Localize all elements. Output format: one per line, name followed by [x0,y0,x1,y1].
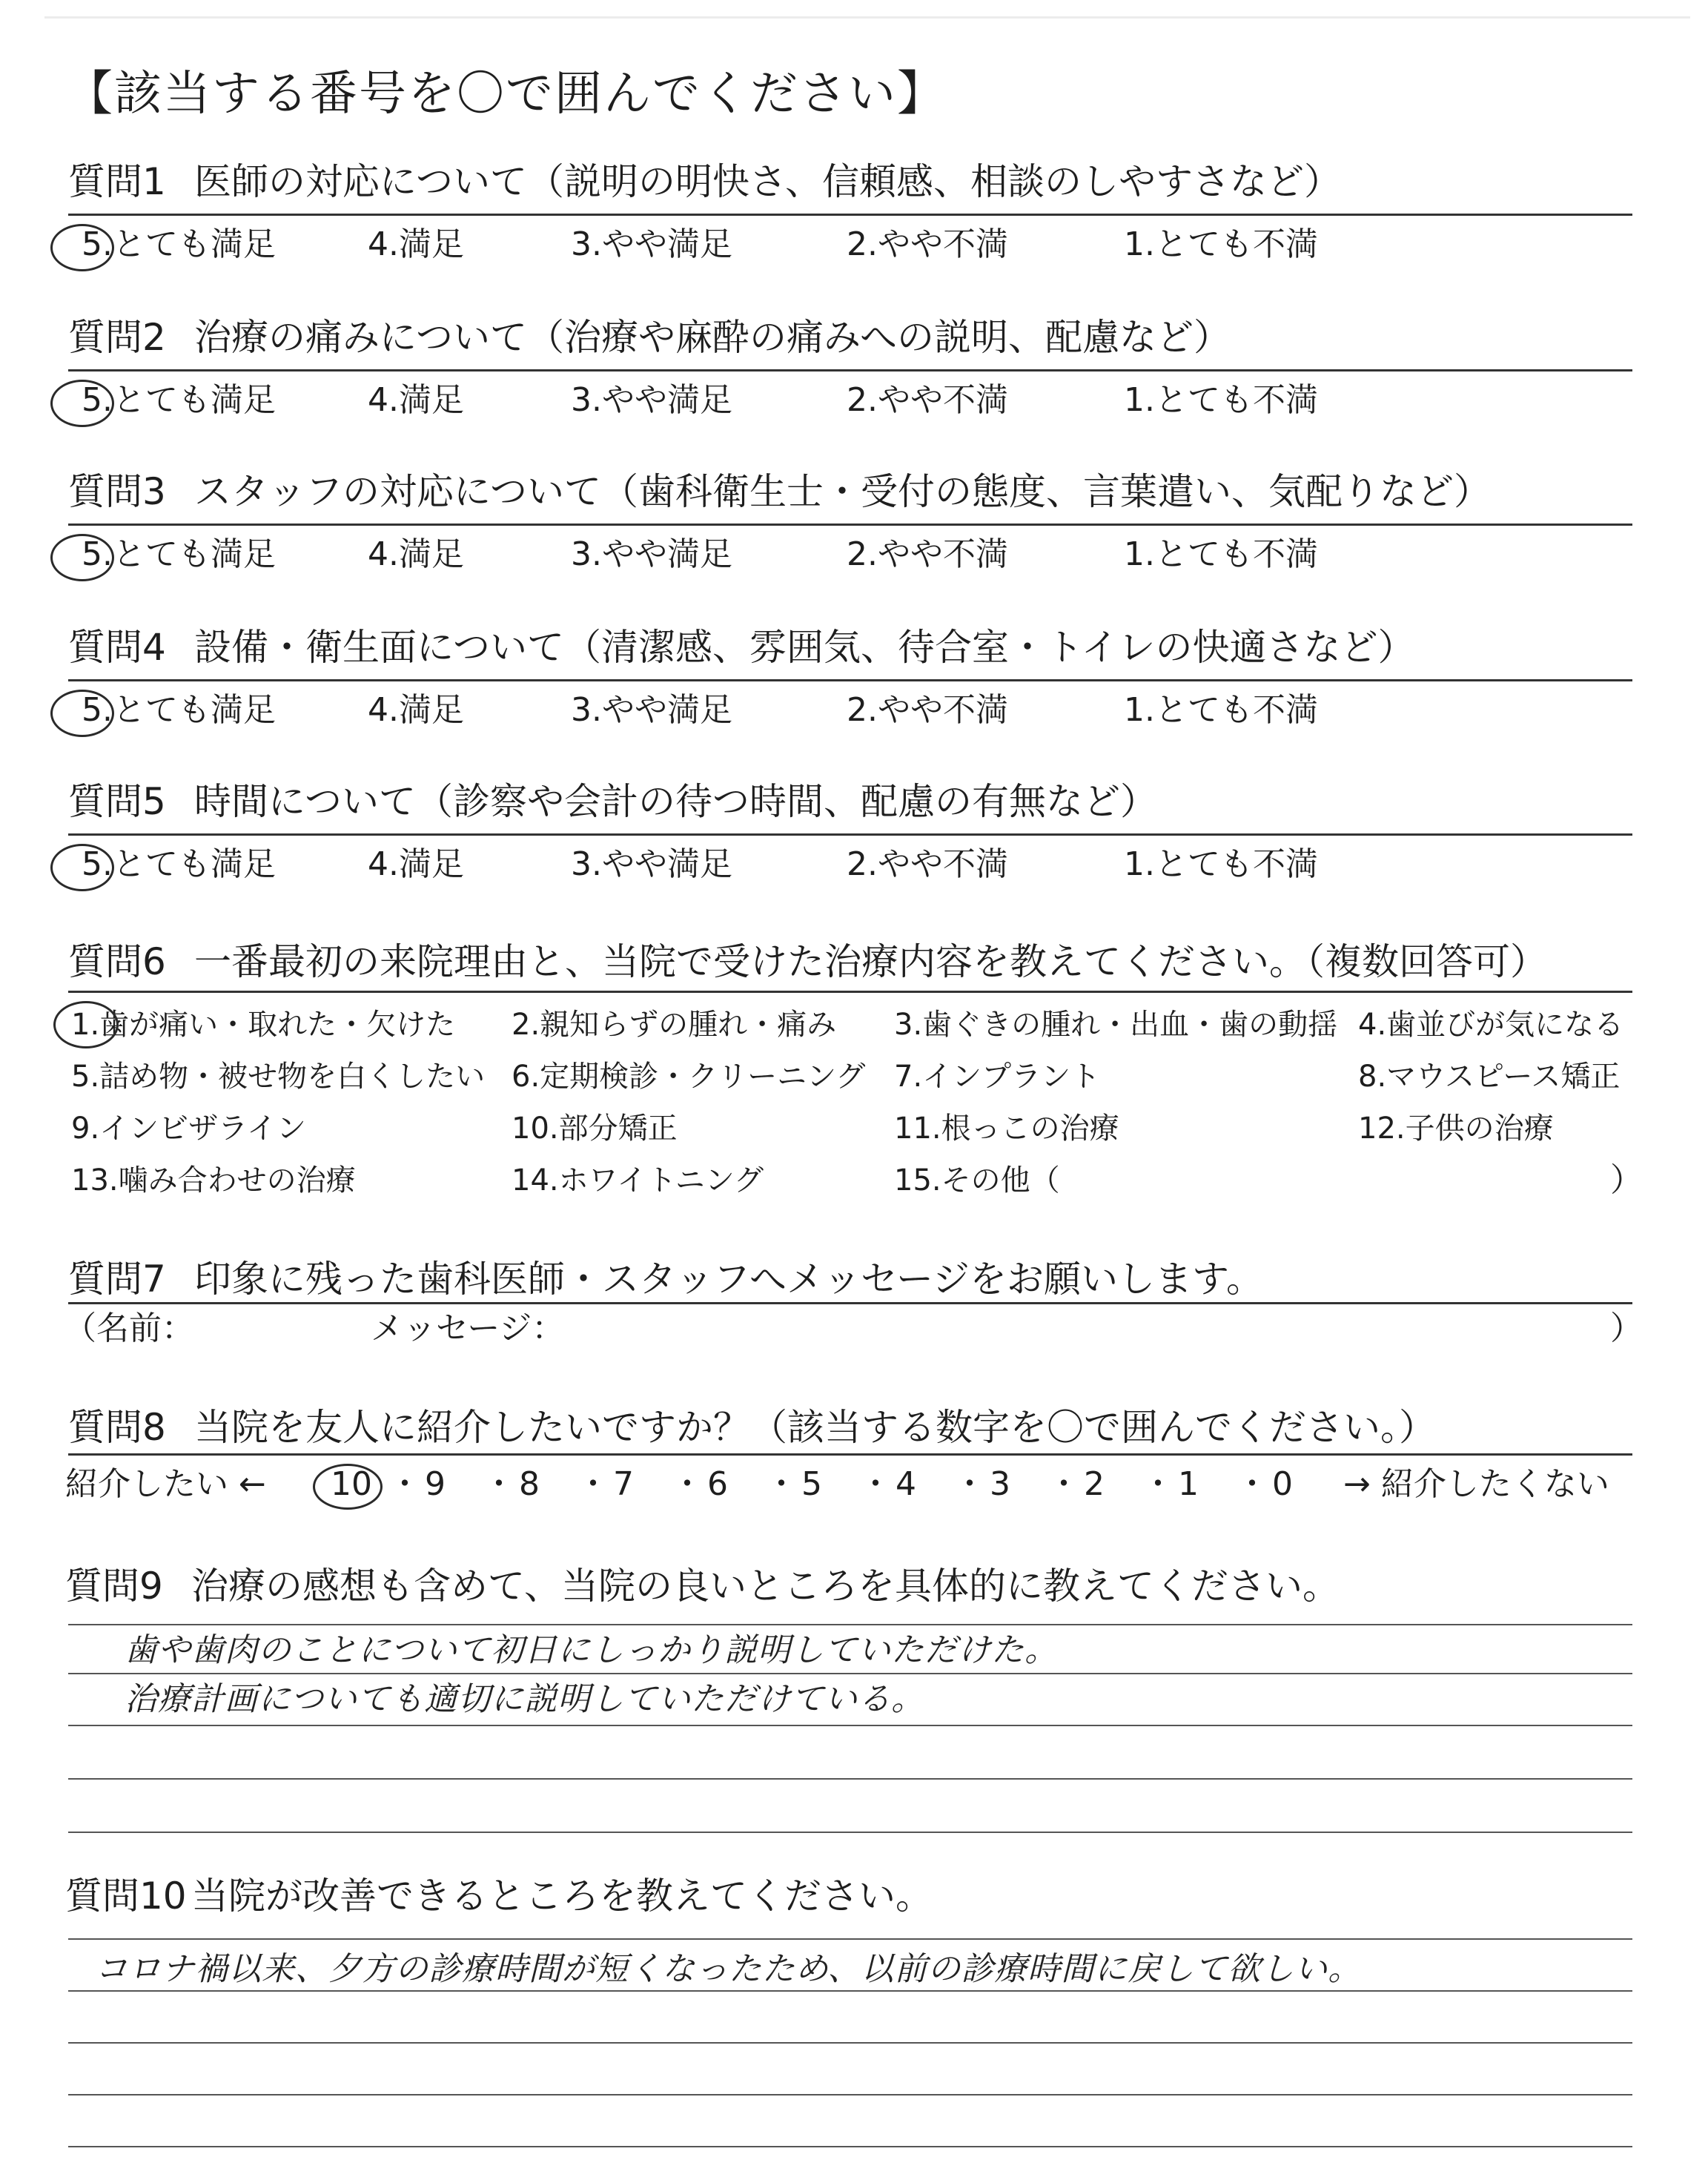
q9-handwritten-answer-1: 歯や歯肉のことについて初日にしっかり説明していただけた。 [125,1631,1059,1669]
question-8-text: 当院を友人に紹介したいですか？（該当する数字を〇で囲んでください。） [194,1406,1436,1449]
q8-right-label: → 紹介したくない [1343,1465,1609,1503]
question-1-number: 質問1 [68,160,166,203]
q5-rating-option-3[interactable]: 3.やや満足 [571,845,732,883]
q8-scale-separator: ・ [1142,1465,1174,1503]
q8-scale-separator: ・ [483,1465,515,1503]
question-8-heading [68,1401,1436,1453]
q8-left-label: 紹介したい ← [65,1465,266,1503]
question-1-text: 医師の対応について（説明の明快さ、信頼感、相談のしやすさなど） [194,160,1341,203]
question-9-text: 治療の感想も含めて、当院の良いところを具体的に教えてください。 [191,1565,1340,1608]
q6-option-1-circle-mark [53,1001,119,1048]
q8-scale-value[interactable]: 3 [990,1465,1010,1503]
q8-scale-separator: ・ [1236,1465,1268,1503]
question-3-rule [68,524,1632,526]
q9-line-4 [68,1778,1632,1780]
q9-line-2 [68,1673,1632,1674]
q8-scale-separator: ・ [765,1465,798,1503]
question-6-number: 質問6 [68,940,166,983]
question-7-number: 質問7 [68,1258,166,1301]
question-4-text: 設備・衛生面について（清潔感、雰囲気、待合室・トイレの快適さなど） [194,626,1415,669]
q8-scale-value[interactable]: 7 [613,1465,634,1503]
question-3-text: スタッフの対応について（歯科衛生士・受付の態度、言葉遣い、気配りなど） [194,470,1491,513]
question-10-text: 当院が改善できるところを教えてください。 [191,1875,933,1918]
q4-rating-option-4[interactable]: 4.満足 [368,691,464,729]
question-10-number: 質問10 [65,1875,187,1918]
q6-option-11[interactable]: 11.根っこの治療 [894,1112,1119,1146]
q6-option-4[interactable]: 4.歯並びが気になる [1358,1008,1624,1042]
q8-scale-separator: ・ [953,1465,986,1503]
q2-rating-option-3[interactable]: 3.やや満足 [571,381,732,419]
q5-rating-option-1[interactable]: 1.とても不満 [1124,845,1318,883]
q8-scale-value[interactable]: 6 [707,1465,728,1503]
question-4-number: 質問4 [68,626,166,669]
q6-option-14[interactable]: 14.ホワイトニング [512,1163,764,1198]
q4-rating-option-2[interactable]: 2.やや不満 [847,691,1008,729]
q6-option-8[interactable]: 8.マウスピース矯正 [1358,1060,1621,1094]
q2-selected-circle-mark [50,380,114,427]
q8-scale-value[interactable]: 9 [425,1465,446,1503]
q10-line-4 [68,2094,1632,2095]
q8-scale-value[interactable]: 2 [1084,1465,1105,1503]
question-2-text: 治療の痛みについて（治療や麻酔の痛みへの説明、配慮など） [194,316,1231,359]
question-8-rule [68,1453,1632,1456]
q4-rating-option-1[interactable]: 1.とても不満 [1124,691,1318,729]
q7-name-label: （名前： [64,1309,194,1347]
q3-selected-circle-mark [50,534,114,581]
q8-scale-value[interactable]: 10 [331,1465,372,1503]
question-8-number: 質問8 [68,1406,166,1449]
q6-option-15[interactable]: 15.その他（ [894,1163,1060,1198]
q8-scale-value[interactable]: 8 [519,1465,540,1503]
q8-scale-value[interactable]: 5 [801,1465,822,1503]
q5-rating-option-4[interactable]: 4.満足 [368,845,464,883]
q6-option-3[interactable]: 3.歯ぐきの腫れ・出血・歯の動揺 [894,1008,1338,1042]
q8-scale-separator: ・ [577,1465,609,1503]
q8-scale-separator: ・ [1047,1465,1080,1503]
question-5-number: 質問5 [68,780,166,823]
q6-option-5[interactable]: 5.詰め物・被せ物を白くしたい [71,1060,486,1094]
q6-option-6[interactable]: 6.定期検診・クリーニング [512,1060,866,1094]
q6-other-close-paren: ） [1610,1161,1643,1199]
q1-rating-option-2[interactable]: 2.やや不満 [847,225,1008,263]
q6-option-7[interactable]: 7.インプラント [894,1060,1101,1094]
q8-scale-value[interactable]: 1 [1178,1465,1199,1503]
q6-option-2[interactable]: 2.親知らずの腫れ・痛み [512,1008,837,1042]
q6-option-13[interactable]: 13.噛み合わせの治療 [71,1163,356,1198]
q10-line-1 [68,1938,1632,1940]
question-9-number: 質問9 [65,1565,163,1608]
page-title: 【該当する番号を〇で囲んでください】 [65,67,946,122]
q1-rating-option-3[interactable]: 3.やや満足 [571,225,732,263]
q2-rating-option-2[interactable]: 2.やや不満 [847,381,1008,419]
q4-rating-option-5[interactable]: 5.とても満足 [82,691,276,729]
q10-line-3 [68,2042,1632,2044]
q9-handwritten-answer-2: 治療計画についても適切に説明していただけている。 [125,1680,925,1718]
q4-rating-option-3[interactable]: 3.やや満足 [571,691,732,729]
question-6-heading [68,936,1547,988]
q3-rating-option-2[interactable]: 2.やや不満 [847,535,1008,573]
question-7-heading [68,1253,1263,1305]
question-9-heading [65,1560,1340,1612]
q7-message-label: メッセージ： [371,1309,565,1347]
q3-rating-option-4[interactable]: 4.満足 [368,535,464,573]
q4-selected-circle-mark [50,690,114,737]
q3-rating-option-3[interactable]: 3.やや満足 [571,535,732,573]
q9-line-3 [68,1725,1632,1726]
question-10-heading [65,1870,933,1922]
question-3-heading [68,466,1491,518]
q8-scale-separator: ・ [859,1465,892,1503]
q2-rating-option-1[interactable]: 1.とても不満 [1124,381,1318,419]
question-5-text: 時間について（診察や会計の待つ時間、配慮の有無など） [194,780,1157,823]
q2-rating-option-5[interactable]: 5.とても満足 [82,381,276,419]
question-1-heading [68,156,1341,208]
q8-scale-value[interactable]: 4 [896,1465,916,1503]
q1-selected-circle-mark [50,224,114,271]
q3-rating-option-1[interactable]: 1.とても不満 [1124,535,1318,573]
question-4-heading [68,621,1415,673]
question-6-text: 一番最初の来院理由と、当院で受けた治療内容を教えてください。（複数回答可） [194,940,1547,983]
question-3-number: 質問3 [68,470,166,513]
q5-selected-circle-mark [50,844,114,891]
question-4-rule [68,679,1632,681]
q5-rating-option-5[interactable]: 5.とても満足 [82,845,276,883]
q6-option-9[interactable]: 9.インビザライン [71,1112,306,1146]
q8-selected-circle-mark [313,1464,383,1510]
q9-line-5 [68,1832,1632,1833]
q10-handwritten-answer-1: コロナ禍以来、夕方の診療時間が短くなったため、以前の診療時間に戻して欲しい。 [95,1950,1362,1988]
question-6-rule [68,991,1632,993]
q6-option-12[interactable]: 12.子供の治療 [1358,1112,1554,1146]
q5-rating-option-2[interactable]: 2.やや不満 [847,845,1008,883]
q8-scale-separator: ・ [388,1465,421,1503]
q7-close-paren: ） [1610,1309,1643,1347]
q8-scale-value[interactable]: 0 [1272,1465,1293,1503]
question-7-text: 印象に残った歯科医師・スタッフへメッセージをお願いします。 [194,1258,1263,1301]
q6-option-10[interactable]: 10.部分矯正 [512,1112,678,1146]
question-5-rule [68,833,1632,836]
q8-scale-separator: ・ [671,1465,704,1503]
question-2-rule [68,369,1632,371]
question-7-rule [68,1302,1632,1304]
q3-rating-option-5[interactable]: 5.とても満足 [82,535,276,573]
question-5-heading [68,776,1157,828]
q1-rating-option-4[interactable]: 4.満足 [368,225,464,263]
q9-line-1 [68,1624,1632,1625]
q2-rating-option-4[interactable]: 4.満足 [368,381,464,419]
q6-option-1[interactable]: 1.歯が痛い・取れた・欠けた [71,1008,456,1042]
q1-rating-option-5[interactable]: 5.とても満足 [82,225,276,263]
q10-line-5 [68,2146,1632,2147]
top-edge-line [44,16,1690,19]
question-2-heading [68,311,1231,363]
q1-rating-option-1[interactable]: 1.とても不満 [1124,225,1318,263]
question-2-number: 質問2 [68,316,166,359]
question-1-rule [68,214,1632,216]
